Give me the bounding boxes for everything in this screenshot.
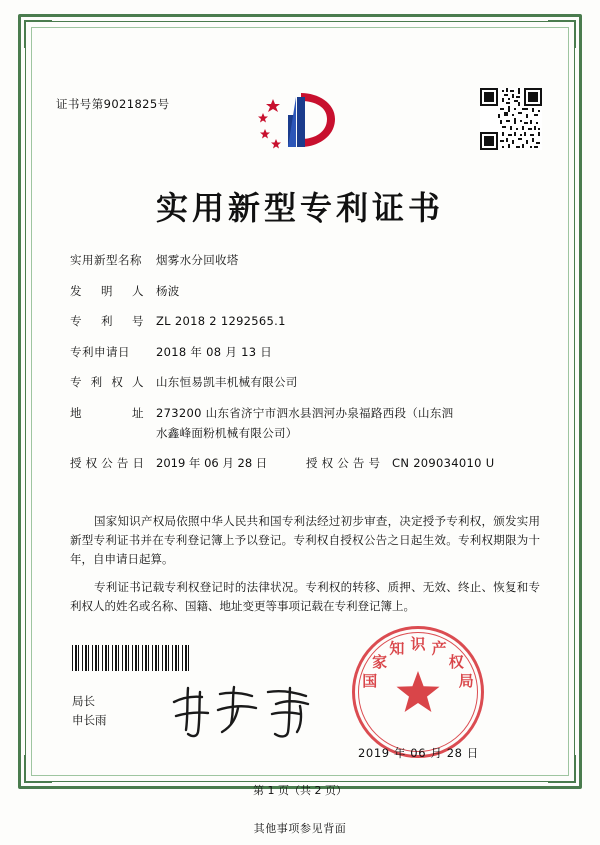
- field-value: 杨波: [156, 283, 180, 298]
- field-label: [70, 283, 156, 300]
- label-char: 利: [90, 375, 103, 389]
- patent-office-logo-icon: [255, 85, 345, 157]
- handwritten-signature: [168, 682, 318, 740]
- label-char: 明: [101, 283, 113, 298]
- five-point-star-icon: [395, 669, 441, 715]
- body-paragraph-2: 专利证书记载专利权登记时的法律状况。专利权的转移、质押、无效、终止、恢复和专利权人的姓名或名称、国籍、地址变更等事项记载在专利登记簿上。: [70, 580, 540, 613]
- certificate-number: 证书号第9021825号: [56, 97, 170, 111]
- label-char: 日: [132, 456, 144, 470]
- label-char: 专: [70, 314, 82, 328]
- label-char: 授: [70, 456, 82, 470]
- field-row-utility-model-name: [70, 252, 540, 269]
- field-label: 专利申请日: [70, 344, 130, 359]
- field-value-line1: 273200 山东省济宁市泗水县泗河办泉福路西段（山东泗: [156, 405, 454, 420]
- label-char: 号: [132, 314, 144, 328]
- seal-char: 产: [431, 639, 447, 658]
- footer-note: 其他事项参见背面: [253, 822, 347, 835]
- label-char: 人: [131, 375, 144, 389]
- field-row-application-date: [70, 344, 540, 361]
- label-char: 专: [70, 375, 82, 389]
- label-char: 号: [368, 456, 380, 470]
- label-char: 址: [132, 405, 144, 420]
- label-char: 地: [70, 405, 82, 420]
- signature-title-line1: 局长: [72, 694, 95, 708]
- qr-code-icon: [480, 88, 542, 150]
- seal-char: 家: [372, 652, 388, 671]
- label-char: 授: [306, 456, 318, 470]
- label-char: 人: [132, 283, 144, 298]
- signature-date: 2019 年 06 月 28 日: [358, 746, 479, 760]
- field-row-patentee: [70, 374, 540, 391]
- field-value: [156, 405, 540, 442]
- field-label: [70, 405, 156, 422]
- label-char: 权: [85, 456, 98, 470]
- corner-ornament-top-right: [548, 20, 576, 48]
- field-value: ZL 2018 2 1292565.1: [156, 314, 286, 328]
- corner-ornament-bottom-left: [24, 755, 52, 783]
- label-char: 公: [101, 456, 113, 470]
- corner-ornament-bottom-right: [548, 755, 576, 783]
- page-number: 第 1 页（共 2 页）: [253, 784, 347, 797]
- field-value-grant-number: CN 209034010 U: [392, 456, 495, 470]
- field-label-grant-date: [70, 455, 156, 472]
- field-row-address: [70, 405, 540, 442]
- field-value-grant-date: 2019 年 06 月 28 日: [156, 456, 268, 470]
- corner-ornament-top-left: [24, 20, 52, 48]
- seal-char: 识: [410, 635, 426, 653]
- field-value: 烟雾水分回收塔: [156, 253, 239, 267]
- label-char: 告: [116, 456, 129, 470]
- barcode: [72, 645, 190, 671]
- label-char: 权: [321, 456, 334, 470]
- body-paragraph-1: 国家知识产权局依照中华人民共和国专利法经过初步审查，决定授予专利权，颁发实用新型专利证书并在专利登记簿上予以登记。专利权自授权公告之日起生效。专利权期限为十年，自申请日起算。: [70, 514, 540, 566]
- field-label: 实用新型名称: [70, 253, 142, 267]
- seal-char: 知: [389, 639, 405, 658]
- fields-list: [70, 252, 540, 486]
- label-char: 利: [101, 314, 113, 328]
- label-char: 权: [111, 375, 124, 389]
- field-label-grant-number: [306, 455, 392, 472]
- official-seal: [352, 626, 484, 758]
- field-row-inventor: [70, 283, 540, 300]
- seal-char: 权: [448, 652, 464, 671]
- page-title: 实用新型专利证书: [155, 189, 444, 227]
- field-row-patent-number: [70, 313, 540, 330]
- field-value-line2: 水鑫峰面粉机械有限公司）: [156, 425, 298, 440]
- field-label: [70, 374, 156, 391]
- label-char: 发: [70, 283, 82, 298]
- signature-title: [72, 692, 107, 730]
- seal-char: 国: [362, 672, 378, 691]
- field-row-grant-announcement: [70, 455, 540, 472]
- signature-title-line2: 申长雨: [72, 713, 107, 727]
- label-char: 公: [337, 456, 349, 470]
- field-value: 山东恒易凯丰机械有限公司: [156, 375, 298, 389]
- label-char: 告: [352, 456, 365, 470]
- field-value: 2018 年 08 月 13 日: [156, 344, 273, 359]
- seal-char: 局: [458, 672, 474, 691]
- field-label: [70, 313, 156, 330]
